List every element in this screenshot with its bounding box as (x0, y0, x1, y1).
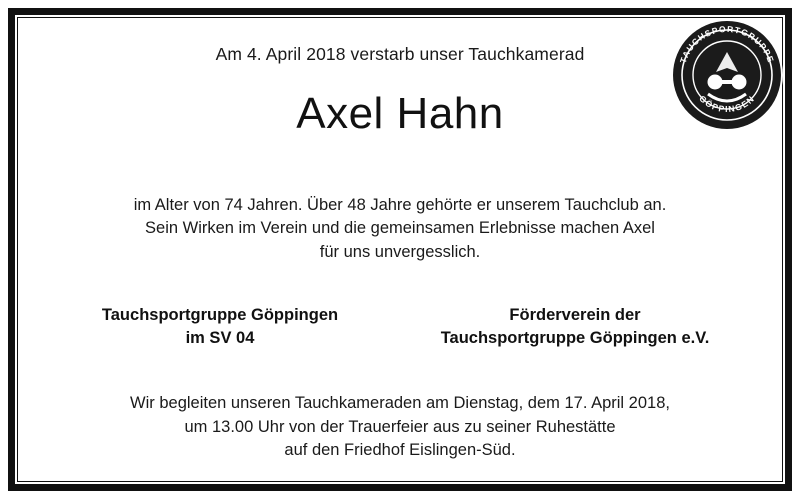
organization-left (75, 304, 365, 350)
svg-text:TAUCHSPORTGRUPPE: TAUCHSPORTGRUPPE (677, 23, 777, 65)
organization-line: Tauchsportgruppe Göppingen (101, 306, 339, 325)
svg-text:GÖPPINGEN: GÖPPINGEN (697, 93, 757, 115)
tribute-line: im Alter von 74 Jahren. Über 48 Jahre gehörte er unserem Tauchclub an. (133, 196, 667, 214)
tribute-text (28, 194, 772, 264)
organization-line: Tauchsportgruppe Göppingen e.V. (440, 329, 710, 348)
organization-right (425, 304, 725, 350)
funeral-line: Wir begleiten unseren Tauchkameraden am Dienstag, dem 17. April 2018, (130, 394, 670, 413)
organization-line: Förderverein der (509, 306, 641, 325)
organizations (28, 304, 772, 350)
deceased-name: Axel Hahn (296, 89, 504, 138)
notice-content (28, 26, 772, 473)
tribute-line: Sein Wirken im Verein und die gemeinsamen Erlebnisse machen Axel (145, 219, 655, 238)
intro-line: Am 4. April 2018 verstarb unser Tauchkamerad (215, 44, 585, 64)
funeral-line: um 13.00 Uhr von der Trauerfeier aus zu seiner Ruhestätte (184, 417, 616, 436)
funeral-details (28, 392, 772, 462)
funeral-line: auf den Friedhof Eislingen-Süd. (284, 441, 516, 460)
organization-line: im SV 04 (185, 329, 255, 348)
tribute-line: für uns unvergesslich. (319, 242, 481, 261)
